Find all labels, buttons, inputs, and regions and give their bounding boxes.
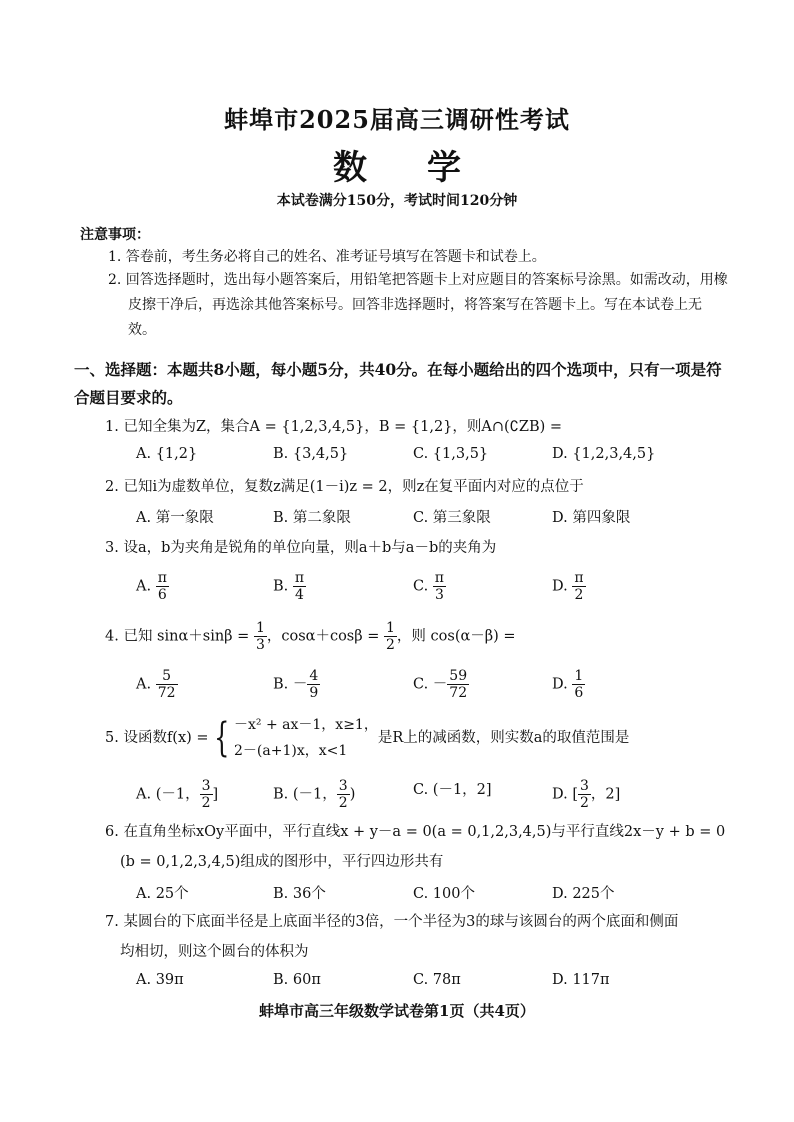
option-c: C. 100个 xyxy=(413,886,475,902)
option-b: B. 第二象限 xyxy=(273,510,351,526)
fraction: $\frac{5}{72}$ xyxy=(157,668,176,701)
notice-item-1: 1. 答卷前，考生务必将自己的姓名、准考证号填写在答题卡和试卷上。 xyxy=(108,249,546,265)
option-d: D. 225个 xyxy=(552,886,615,902)
option-b: B. － $\frac{4}{9}$ xyxy=(273,668,319,701)
option-c: C. 78π xyxy=(413,972,461,988)
option-a: A. {1,2} xyxy=(136,446,198,462)
option-b: B. (－1， $\frac{3}{2}$ ) xyxy=(273,778,356,811)
fraction: $\frac{1}{3}$ xyxy=(255,620,265,653)
option-d: D. {1,2,3,4,5} xyxy=(552,446,656,462)
question-2: 2. 已知i为虚数单位，复数z满足(1－i)z = 2，则z在复平面内对应的点位于 xyxy=(105,479,584,495)
question-1: 1. 已知全集为Z，集合A = {1,2,3,4,5}，B = {1,2}，则A∩(∁ZB) = xyxy=(105,419,563,435)
notice-title: 注意事项： xyxy=(80,227,150,243)
exam-meta: 本试卷满分150分，考试时间120分钟 xyxy=(276,193,518,209)
option-b: B. 36个 xyxy=(273,886,326,902)
piecewise-brace: { xyxy=(213,715,229,761)
option-d: D. 117π xyxy=(552,972,610,988)
option-d: D. $\frac{\pi}{2}$ xyxy=(552,570,584,603)
option-c: C. {1,3,5} xyxy=(413,446,489,462)
question-6-line-1: 6. 在直角坐标xOy平面中，平行直线x + y－a = 0(a = 0,1,2,3,4,5)与平行直线2x－y + b = 0 xyxy=(105,824,726,840)
piecewise-cases: －x² + ax－1，x≥1， 2－(a+1)x，x<1 xyxy=(234,717,378,759)
exam-title: 蚌埠市2025届高三调研性考试 xyxy=(224,105,570,134)
page-footer: 蚌埠市高三年级数学试卷第1页（共4页） xyxy=(259,1002,535,1020)
option-a: A. $\frac{\pi}{6}$ xyxy=(136,570,167,603)
question-7-line-1: 7. 某圆台的下底面半径是上底面半径的3倍，一个半径为3的球与该圆台的两个底面和侧面 xyxy=(105,914,679,930)
option-a: A. (－1， $\frac{3}{2}$ ] xyxy=(136,778,219,811)
option-a: A. 25个 xyxy=(136,886,189,902)
option-c: C. (－1，2] xyxy=(413,782,492,798)
option-d: D. [ $\frac{3}{2}$ ，2] xyxy=(552,778,621,811)
notice-item-2: 2. 回答选择题时，选出每小题答案后，用铅笔把答题卡上对应题目的答案标号涂黑。如需改动，用橡皮擦干净后，再选涂其他答案标号。回答非选择题时，将答案写在答题卡上。写在本试卷上无效。 xyxy=(108,272,728,338)
fraction: $\frac{\pi}{3}$ xyxy=(434,570,444,603)
option-d: D. 第四象限 xyxy=(552,510,631,526)
fraction: $\frac{\pi}{6}$ xyxy=(157,570,167,603)
fraction: $\frac{4}{9}$ xyxy=(309,668,319,701)
subject-title: 数 学 xyxy=(333,148,461,188)
question-7-line-2: 均相切，则这个圆台的体积为 xyxy=(120,944,309,960)
question-5: 5. 设函数f(x) = { －x² + ax－1，x≥1， 2－(a+1)x，x<1 是R上的减函数，则实数a的取值范围是 xyxy=(105,712,745,764)
option-a: A. $\frac{5}{72}$ xyxy=(136,668,176,701)
fraction: $\frac{\pi}{4}$ xyxy=(294,570,305,603)
section-heading: 一、选择题：本题共8小题，每小题5分，共40分。在每小题给出的四个选项中，只有一项是符合题目要求的。 xyxy=(74,360,722,407)
fraction: $\frac{\pi}{2}$ xyxy=(574,570,584,603)
question-6-line-2: (b = 0,1,2,3,4,5)组成的图形中，平行四边形共有 xyxy=(120,854,444,870)
option-c: C. － $\frac{59}{72}$ xyxy=(413,668,468,701)
option-a: A. 39π xyxy=(136,972,184,988)
option-a: A. 第一象限 xyxy=(136,510,214,526)
option-c: C. 第三象限 xyxy=(413,510,491,526)
question-4: 4. 已知 sinα＋sinβ = $\frac{1}{3}$ ，cosα＋cosβ = $\frac{1}{2}$ ，则 cos(α－β) = xyxy=(105,620,516,653)
fraction: $\frac{1}{6}$ xyxy=(574,668,584,701)
fraction: $\frac{3}{2}$ xyxy=(579,778,589,811)
option-b: B. 60π xyxy=(273,972,321,988)
fraction: $\frac{59}{72}$ xyxy=(449,668,468,701)
question-3: 3. 设a，b为夹角是锐角的单位向量，则a＋b与a－b的夹角为 xyxy=(105,540,497,556)
option-b: B. $\frac{\pi}{4}$ xyxy=(273,570,305,603)
fraction: $\frac{3}{2}$ xyxy=(201,778,211,811)
option-b: B. {3,4,5} xyxy=(273,446,349,462)
fraction: $\frac{1}{2}$ xyxy=(386,620,395,653)
option-d: D. $\frac{1}{6}$ xyxy=(552,668,584,701)
option-c: C. $\frac{\pi}{3}$ xyxy=(413,570,444,603)
fraction: $\frac{3}{2}$ xyxy=(338,778,348,811)
